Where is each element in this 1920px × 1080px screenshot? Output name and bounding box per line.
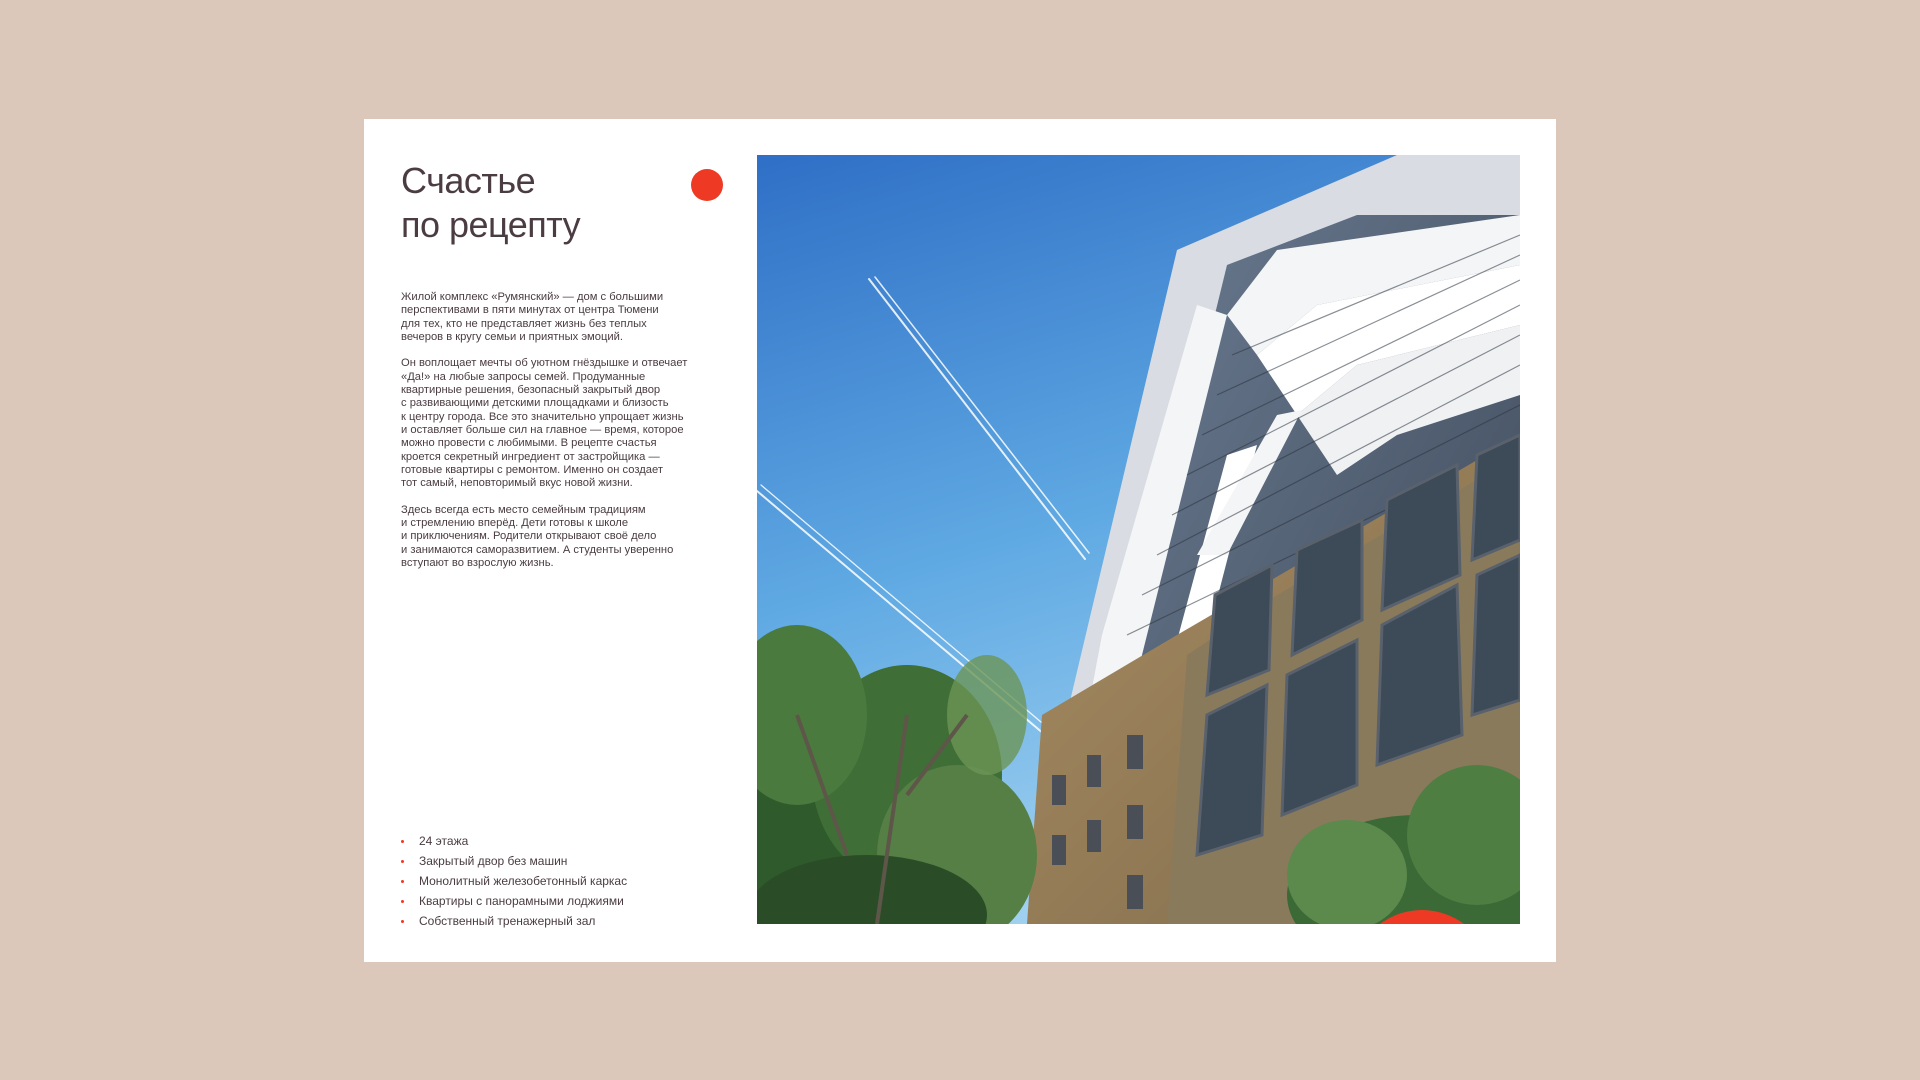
feature-label: Квартиры с панорамными лоджиями [419, 894, 624, 908]
bullet-icon [401, 880, 404, 883]
feature-item [401, 831, 627, 851]
body-text [401, 291, 701, 584]
paragraph-3: Здесь всегда есть место семейным традициям и стремлению вперёд. Дети готовы к школе и приключениям. Родители открывают своё дело и занимаются саморазвитием. А студенты уверенно вступают во взрослую жизнь. [401, 503, 674, 569]
feature-item [401, 871, 627, 891]
paragraph-1: Жилой комплекс «Румянский» — дом с большими перспективами в пяти минутах от центра Тюмени для тех, кто не представляет жизнь без теплых вечеров в кругу семьи и приятных эмоций. [401, 291, 664, 343]
feature-label: Монолитный железобетонный каркас [419, 874, 628, 888]
brochure-spread [364, 119, 1556, 962]
bullet-icon [401, 920, 404, 923]
accent-dot [691, 169, 723, 201]
bullet-icon [401, 900, 404, 903]
building-illustration [757, 155, 1520, 924]
feature-item [401, 851, 627, 871]
feature-label: Собственный тренажерный зал [419, 914, 596, 928]
features-list [401, 831, 627, 931]
feature-label: 24 этажа [419, 834, 469, 848]
bullet-icon [401, 840, 404, 843]
trees-left [757, 625, 1037, 924]
page-title [401, 159, 580, 247]
paragraph-2: Он воплощает мечты об уютном гнёздышке и отвечает «Да!» на любые запросы семей. Продуманные квартирные решения, безопасный закрытый двор с развивающими детскими площадками и близость к центру города. Все это значительно упрощает жизнь и оставляет больше сил на главное — время, которое можно провести с любимыми. В рецепте счастья кроется секретный ингредиент от застройщика — готовые квартиры с ремонтом. Именно он создает тот самый, неповторимый вкус новой жизни. [401, 357, 688, 490]
feature-item [401, 911, 627, 931]
feature-item [401, 891, 627, 911]
feature-label: Закрытый двор без машин [419, 854, 568, 868]
bullet-icon [401, 860, 404, 863]
title-line-1: Счастье [401, 160, 536, 201]
title-line-2: по рецепту [401, 204, 581, 245]
building-photo [757, 155, 1520, 924]
